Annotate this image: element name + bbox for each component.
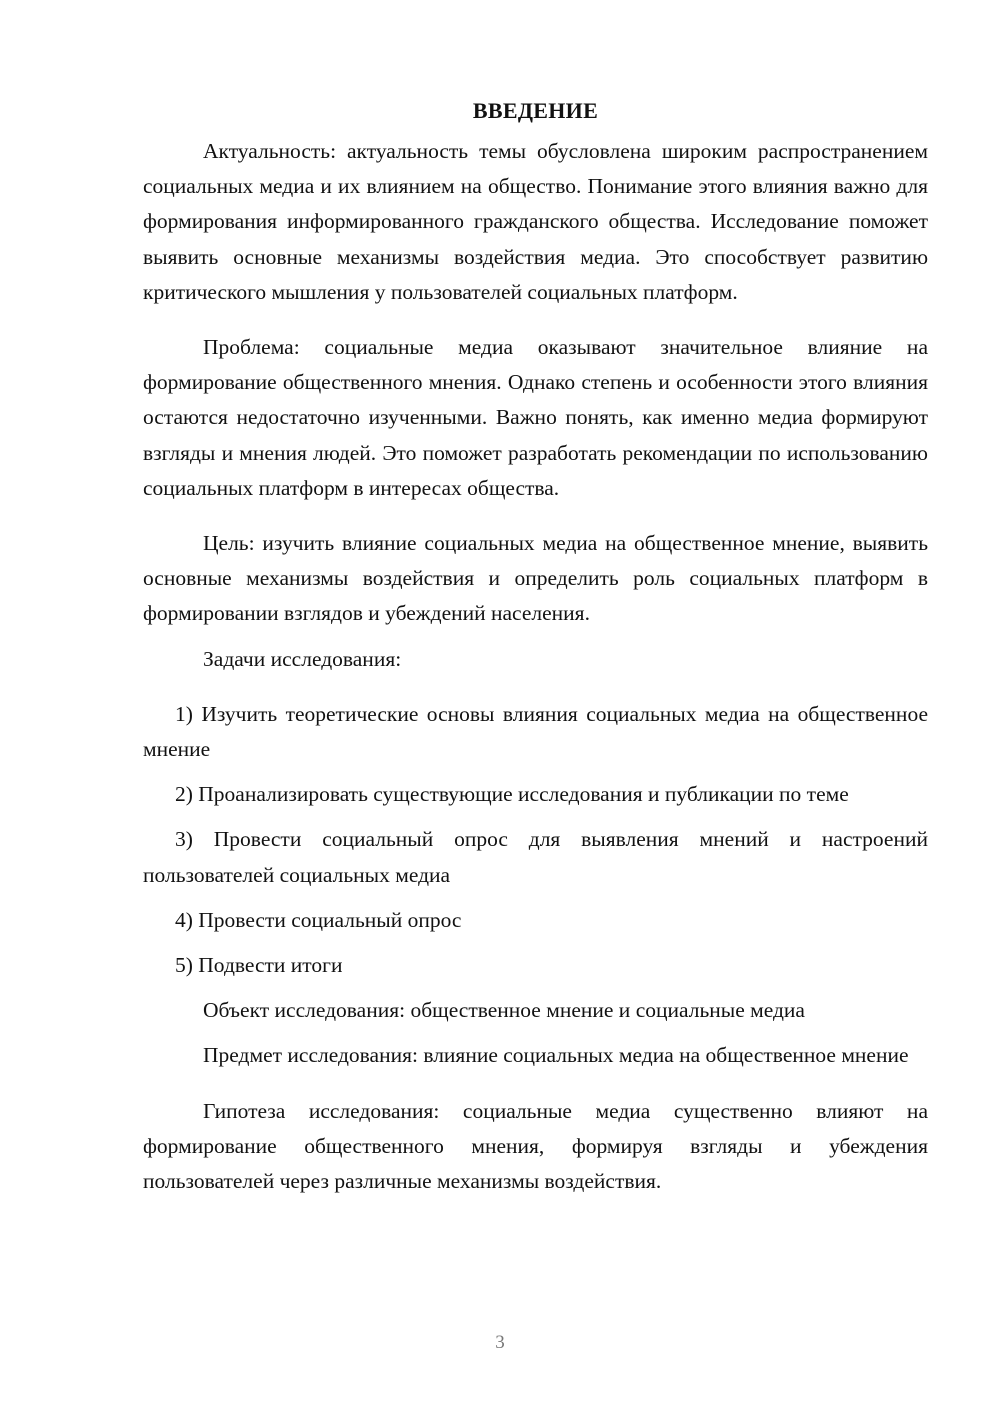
paragraph-tasks-heading: Задачи исследования:: [203, 646, 402, 671]
paragraph-goal: Цель: изучить влияние социальных медиа на общественное мнение, выявить основные механизмы воздействия и определить роль социальных платформ в формировании взглядов и убеждений населения.: [143, 531, 928, 626]
section-title: ВВЕДЕНИЕ: [472, 98, 599, 123]
task-item-4: 4) Провести социальный опрос: [175, 907, 462, 932]
task-item-2: 2) Проанализировать существующие исследования и публикации по теме: [175, 782, 849, 807]
paragraph-subject: Предмет исследования: влияние социальных медиа на общественное мнение: [203, 1043, 909, 1068]
page-number: 3: [495, 1332, 505, 1353]
task-item-1: 1) Изучить теоретические основы влияния социальных медиа на общественное мнение: [143, 701, 928, 762]
paragraph-relevance: Актуальность: актуальность темы обусловлена широким распространением социальных медиа и их влиянием на общество. Понимание этого влияния важно для формирования информированного гражданского общества. Исследование поможет выявить основные механизмы воздействия медиа. Это способствует развитию критического мышления у пользователей социальных платформ.: [143, 139, 928, 304]
task-item-3: 3) Провести социальный опрос для выявления мнений и настроений пользователей социальных медиа: [143, 827, 928, 887]
paragraph-hypothesis: Гипотеза исследования: социальные медиа существенно влияют на формирование общественного мнения, формируя взгляды и убеждения пользователей через различные механизмы воздействия.: [143, 1098, 928, 1194]
document-page: [143, 92, 928, 1199]
paragraph-object: Объект исследования: общественное мнение и социальные медиа: [203, 998, 805, 1023]
task-item-5: 5) Подвести итоги: [175, 953, 343, 978]
paragraph-problem: Проблема: социальные медиа оказывают значительное влияние на формирование общественного мнения. Однако степень и особенности этого влияния остаются недостаточно изученными. Важно понять, как именно медиа формируют взгляды и мнения людей. Это поможет разработать рекомендации по использованию социальных платформ в интересах общества.: [143, 335, 928, 500]
